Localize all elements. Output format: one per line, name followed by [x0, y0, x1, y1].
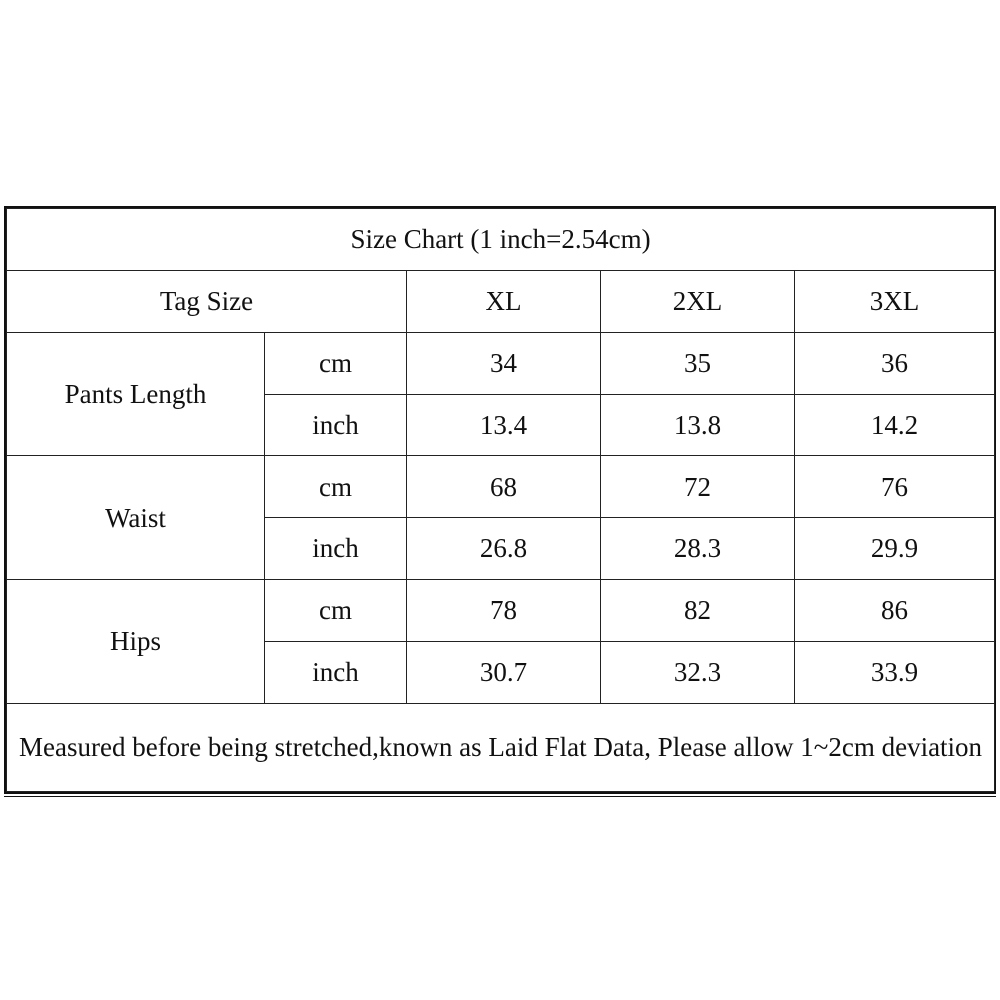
table-cell: 34: [407, 332, 601, 394]
table-cell: 28.3: [601, 518, 795, 580]
measurement-label-pants-length: Pants Length: [7, 332, 265, 456]
chart-title: Size Chart (1 inch=2.54cm): [7, 209, 995, 271]
table-cell: 36: [795, 332, 995, 394]
table-cell: 26.8: [407, 518, 601, 580]
unit-label: cm: [265, 332, 407, 394]
table-row: [7, 456, 995, 518]
size-header-2xl: 2XL: [601, 270, 795, 332]
unit-label: inch: [265, 394, 407, 456]
measurement-note: Measured before being stretched,known as Laid Flat Data, Please allow 1~2cm deviation: [7, 703, 995, 791]
table-cell: 82: [601, 580, 795, 642]
header-row: [7, 270, 995, 332]
table-cell: 76: [795, 456, 995, 518]
table-row: [7, 332, 995, 394]
note-row: [7, 703, 995, 791]
size-header-xl: XL: [407, 270, 601, 332]
table-row: [7, 580, 995, 642]
size-chart-table: [6, 208, 995, 792]
measurement-label-waist: Waist: [7, 456, 265, 580]
tag-size-header: Tag Size: [7, 270, 407, 332]
title-row: [7, 209, 995, 271]
table-cell: 13.4: [407, 394, 601, 456]
table-cell: 86: [795, 580, 995, 642]
table-cell: 68: [407, 456, 601, 518]
table-cell: 33.9: [795, 641, 995, 703]
table-cell: 32.3: [601, 641, 795, 703]
table-cell: 29.9: [795, 518, 995, 580]
table-cell: 72: [601, 456, 795, 518]
unit-label: inch: [265, 518, 407, 580]
table-cell: 30.7: [407, 641, 601, 703]
size-chart: [4, 206, 996, 794]
unit-label: inch: [265, 641, 407, 703]
table-cell: 35: [601, 332, 795, 394]
table-cell: 13.8: [601, 394, 795, 456]
unit-label: cm: [265, 456, 407, 518]
unit-label: cm: [265, 580, 407, 642]
size-header-3xl: 3XL: [795, 270, 995, 332]
measurement-label-hips: Hips: [7, 580, 265, 704]
table-cell: 78: [407, 580, 601, 642]
table-cell: 14.2: [795, 394, 995, 456]
